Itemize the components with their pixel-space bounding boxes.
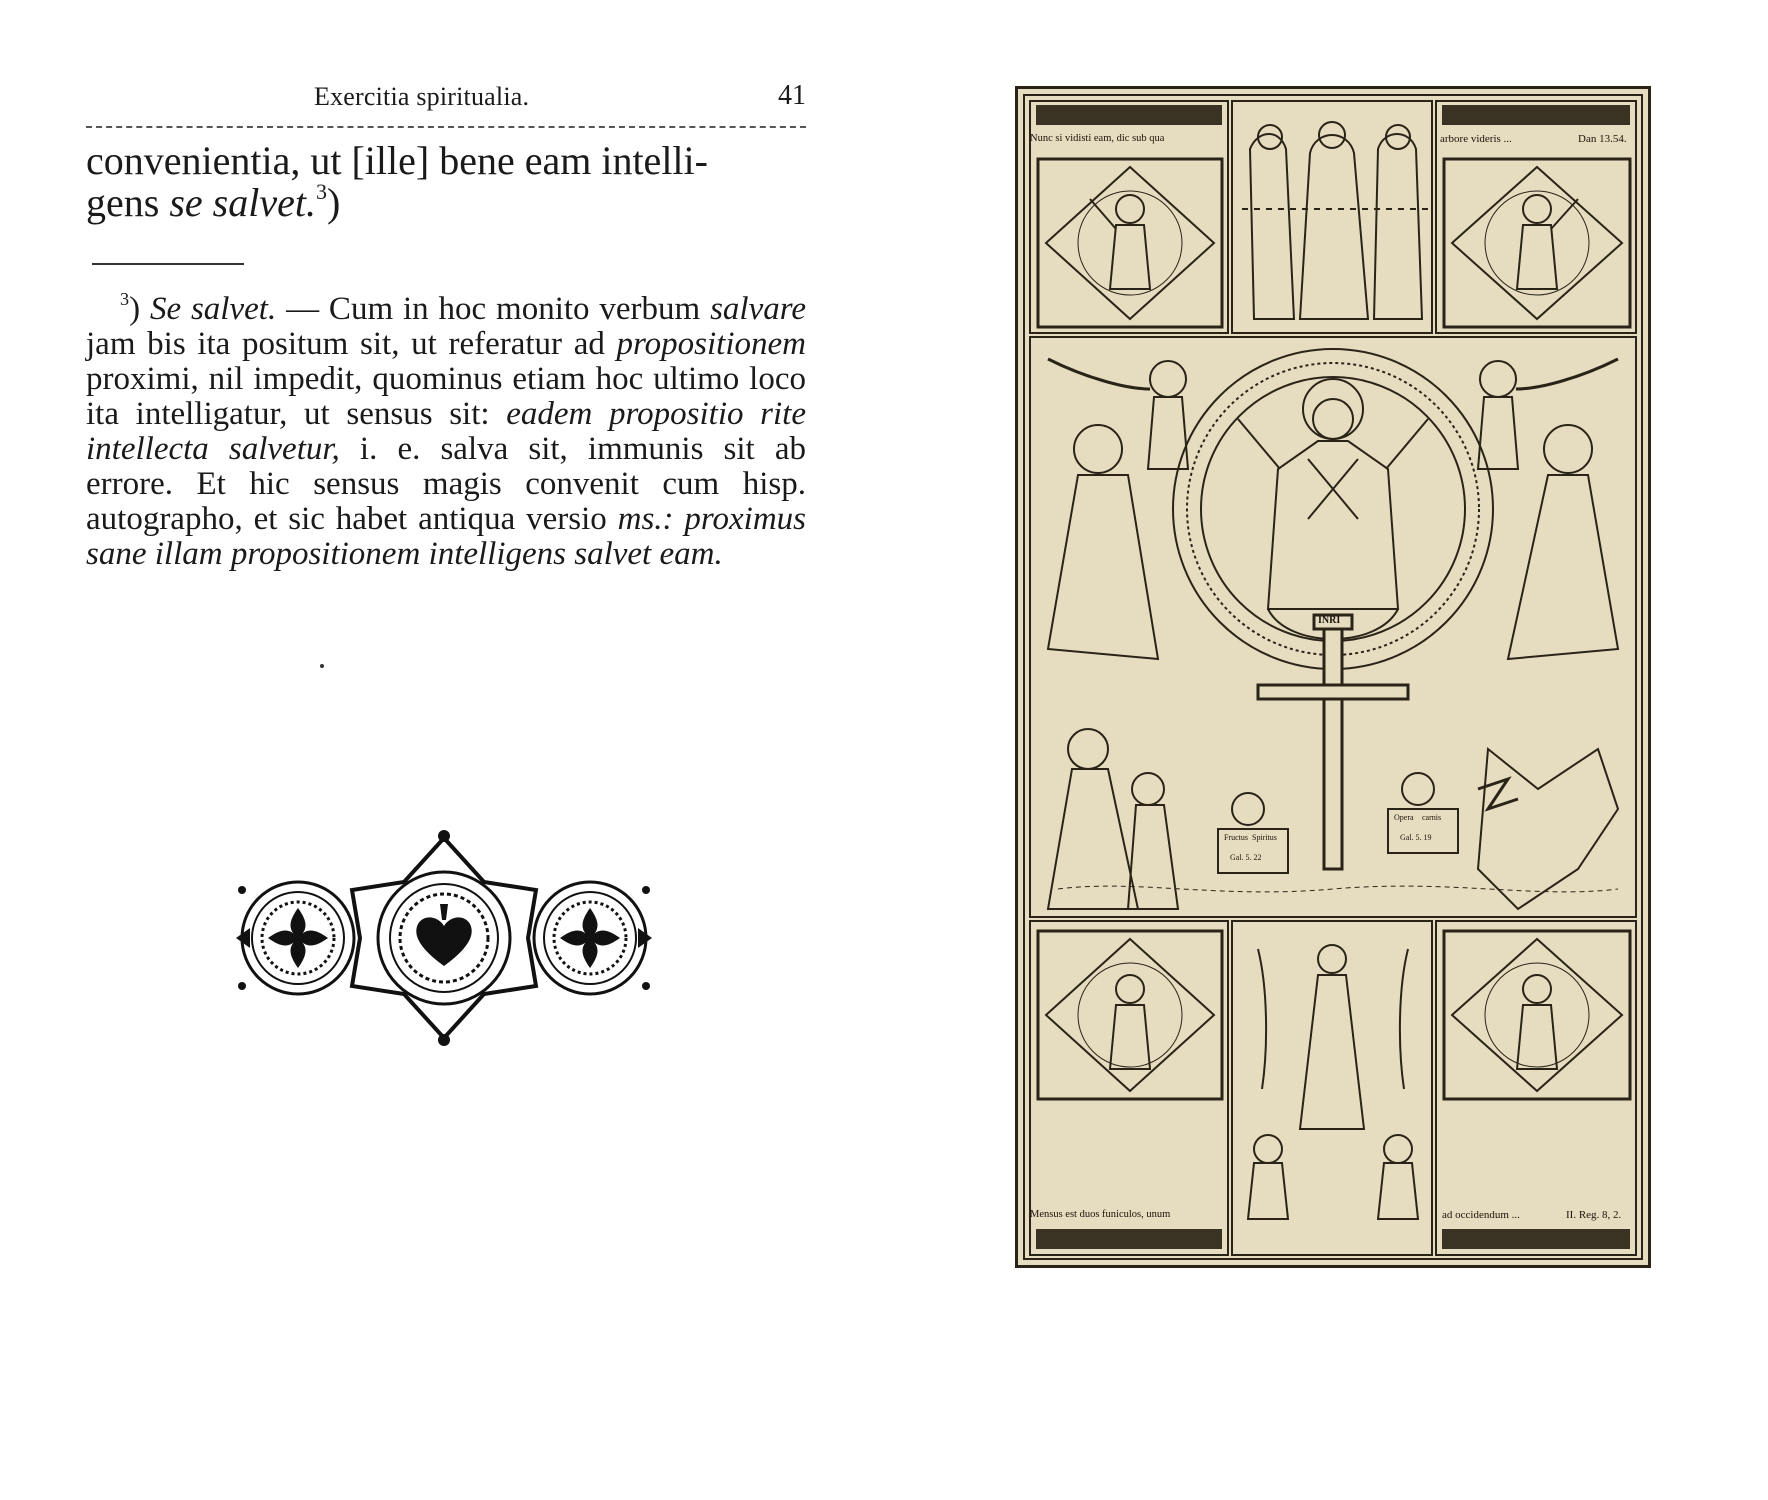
- heart-icon: [416, 917, 471, 966]
- book-right-line-2: carnis: [1422, 813, 1442, 822]
- elders-scene: [1242, 122, 1428, 319]
- king-scene: [1248, 945, 1418, 1219]
- footnote-reference-paren: ): [326, 180, 341, 225]
- footnote-italic-3: eadem propositio rite intellecta salvetur,: [86, 396, 806, 467]
- running-head-title: Exercitia spiritualia.: [314, 82, 530, 111]
- bottom-left-panel: [1030, 921, 1228, 1255]
- book-right-line-1: Opera: [1394, 813, 1414, 822]
- left-page: [0, 0, 880, 1500]
- footnote-italic-2: propositionem: [616, 326, 806, 362]
- footnote-rule: [92, 263, 244, 265]
- body-line-1: convenientia, ut [ille] bene eam intelli-: [86, 138, 708, 183]
- engraved-plate: [1015, 86, 1651, 1268]
- cross-icon: [1258, 615, 1408, 869]
- tailpiece-ornament: [236, 830, 652, 1046]
- footnote-text-2: jam bis ita positum sit, ut referatur ad: [86, 326, 617, 362]
- body-italic-phrase: se salvet.: [169, 180, 316, 225]
- footnote-text-4: i. e. salva sit, immunis sit ab errore. Et hic sensus magis convenit cum hisp. autographo, et sic habet antiqua versio: [86, 431, 806, 537]
- page-number: 41: [778, 80, 806, 111]
- footnote-text-3: proximi, nil impedit, quominus etiam hoc ultimo loco ita intelligatur, ut sensus sit:: [86, 361, 806, 432]
- book-left-line-1: Fructus: [1224, 833, 1248, 842]
- book-right-ref: Gal. 5. 19: [1400, 833, 1432, 842]
- body-text: [86, 140, 806, 224]
- plate-artwork: [1018, 89, 1648, 1265]
- bottom-right-panel: [1436, 921, 1636, 1255]
- footnote-marker-paren: ): [129, 291, 141, 327]
- book-left-ref: Gal. 5. 22: [1230, 853, 1262, 862]
- caption-top-right: arbore videris ...: [1440, 133, 1512, 145]
- running-head: [86, 78, 806, 118]
- header-rule: [86, 126, 806, 128]
- cross-titulus: INRI: [1318, 615, 1341, 626]
- body-line-2: gens: [86, 180, 170, 225]
- footnote-lemma: Se salvet.: [149, 291, 277, 327]
- caption-bottom-right: ad occidendum ...: [1442, 1209, 1520, 1221]
- footnote-italic-1: salvare: [710, 291, 807, 327]
- footnote-italic-4: ms.: proximus sane illam propositionem intelligens salvet eam.: [86, 501, 806, 572]
- caption-bottom-left: Mensus est duos funiculos, unum: [1030, 1209, 1171, 1220]
- footnote-text-1: — Cum in hoc monito verbum: [276, 291, 711, 327]
- footnote-marker: 3: [120, 289, 130, 310]
- caption-top-left: Nunc si vidisti eam, dic sub qua: [1030, 133, 1165, 144]
- footnote: [86, 289, 807, 572]
- stray-dot: [320, 664, 324, 668]
- christ-figure: [1238, 379, 1428, 639]
- caption-bottom-right-ref: II. Reg. 8, 2.: [1566, 1209, 1622, 1221]
- book-left-line-2: Spiritus: [1252, 833, 1277, 842]
- caption-top-right-ref: Dan 13.54.: [1578, 133, 1627, 145]
- footnote-reference: 3: [315, 179, 327, 205]
